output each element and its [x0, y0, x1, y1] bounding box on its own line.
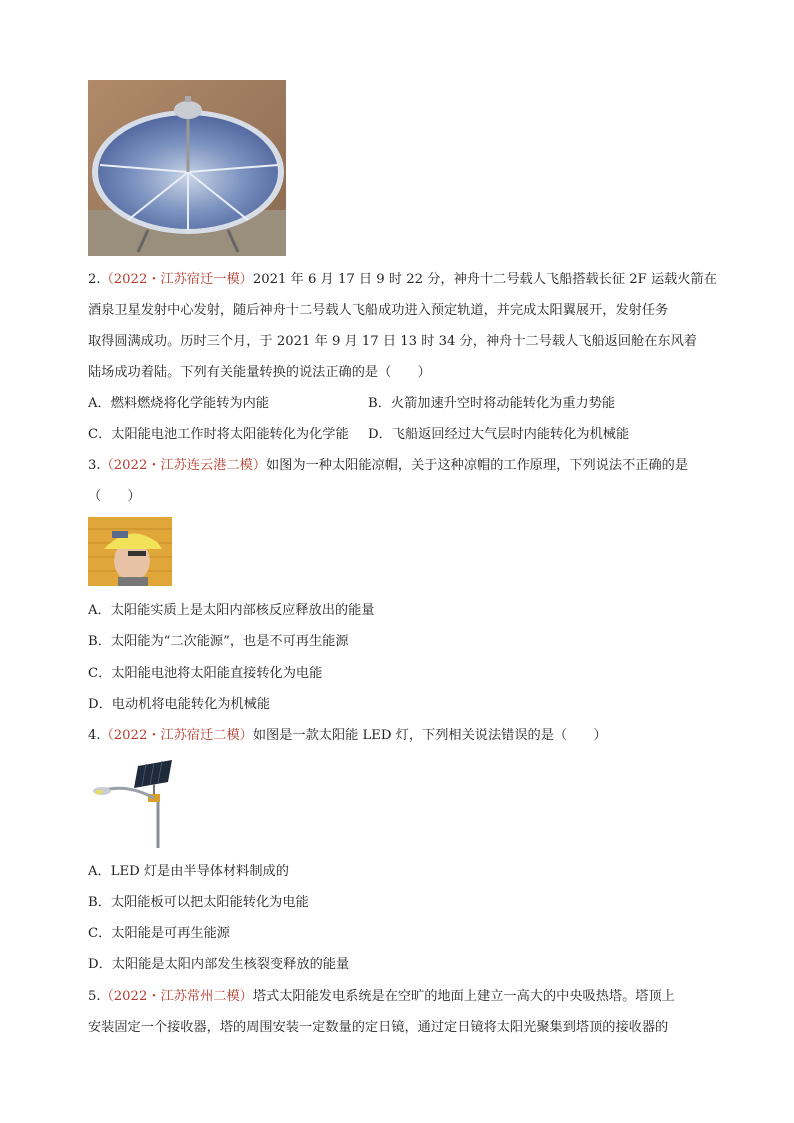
q2-number: 2.: [88, 272, 101, 287]
q4-option-a: A．LED 灯是由半导体材料制成的: [88, 864, 289, 879]
q3-line-2: （ ）: [88, 489, 141, 504]
q2-option-d: D．飞船返回经过大气层时内能转化为机械能: [368, 427, 630, 442]
solar-led-lamp-image: [88, 758, 180, 848]
q5-number: 5.: [88, 989, 101, 1004]
q3-line-1: 3.（2022・江苏连云港二模）如图为一种太阳能凉帽，关于这种凉帽的工作原理，下列说法不正确的是: [88, 458, 689, 473]
solar-cooker-image: [88, 80, 286, 256]
q4-option-c: C．太阳能是可再生能源: [88, 926, 230, 941]
q3-option-b: B．太阳能为“二次能源”，也是不可再生能源: [88, 634, 349, 649]
q2-line-2: 酒泉卫星发射中心发射，随后神舟十二号载人飞船成功进入预定轨道，并完成太阳翼展开，发射任务: [88, 303, 669, 318]
solar-hat-image: [88, 517, 172, 586]
q5-source: （2022・江苏常州二模）: [100, 989, 253, 1004]
q3-option-d: D．电动机将电能转化为机械能: [88, 697, 271, 712]
q4-source: （2022・江苏宿迁二模）: [100, 728, 253, 743]
q3-number: 3.: [88, 458, 101, 473]
q3-source: （2022・江苏连云港二模）: [100, 458, 267, 473]
q5-line-2: 安装固定一个接收器，塔的周围安装一定数量的定日镜，通过定日镜将太阳光聚集到塔顶的接收器的: [88, 1020, 669, 1035]
q4-number: 4.: [88, 728, 101, 743]
q2-option-b: B．火箭加速升空时将动能转化为重力势能: [368, 396, 616, 411]
q3-option-c: C．太阳能电池将太阳能直接转化为电能: [88, 666, 323, 681]
q4-line-1: 4.（2022・江苏宿迁二模）如图是一款太阳能 LED 灯，下列相关说法错误的是（ ）: [88, 728, 607, 743]
q4-option-d: D．太阳能是太阳内部发生核裂变释放的能量: [88, 957, 350, 972]
q4-option-b: B．太阳能板可以把太阳能转化为电能: [88, 895, 309, 910]
q2-option-c: C．太阳能电池工作时将太阳能转化为化学能: [88, 427, 349, 442]
q2-line-3: 取得圆满成功。历时三个月，于 2021 年 9 月 17 日 13 时 34 分，神舟十二号载人飞船返回舱在东风着: [88, 334, 697, 349]
q2-option-a: A．燃料燃烧将化学能转为内能: [88, 396, 269, 411]
q2-line-4: 陆场成功着陆。下列有关能量转换的说法正确的是（ ）: [88, 365, 431, 380]
q3-option-a: A．太阳能实质上是太阳内部核反应释放出的能量: [88, 603, 375, 618]
q2-line-1: 2.（2022・江苏宿迁一模）2021 年 6 月 17 日 9 时 22 分，神舟十二号载人飞船搭载长征 2F 运载火箭在: [88, 272, 717, 287]
q2-source: （2022・江苏宿迁一模）: [100, 272, 253, 287]
q5-line-1: 5.（2022・江苏常州二模）塔式太阳能发电系统是在空旷的地面上建立一高大的中央吸热塔。塔顶上: [88, 989, 675, 1004]
